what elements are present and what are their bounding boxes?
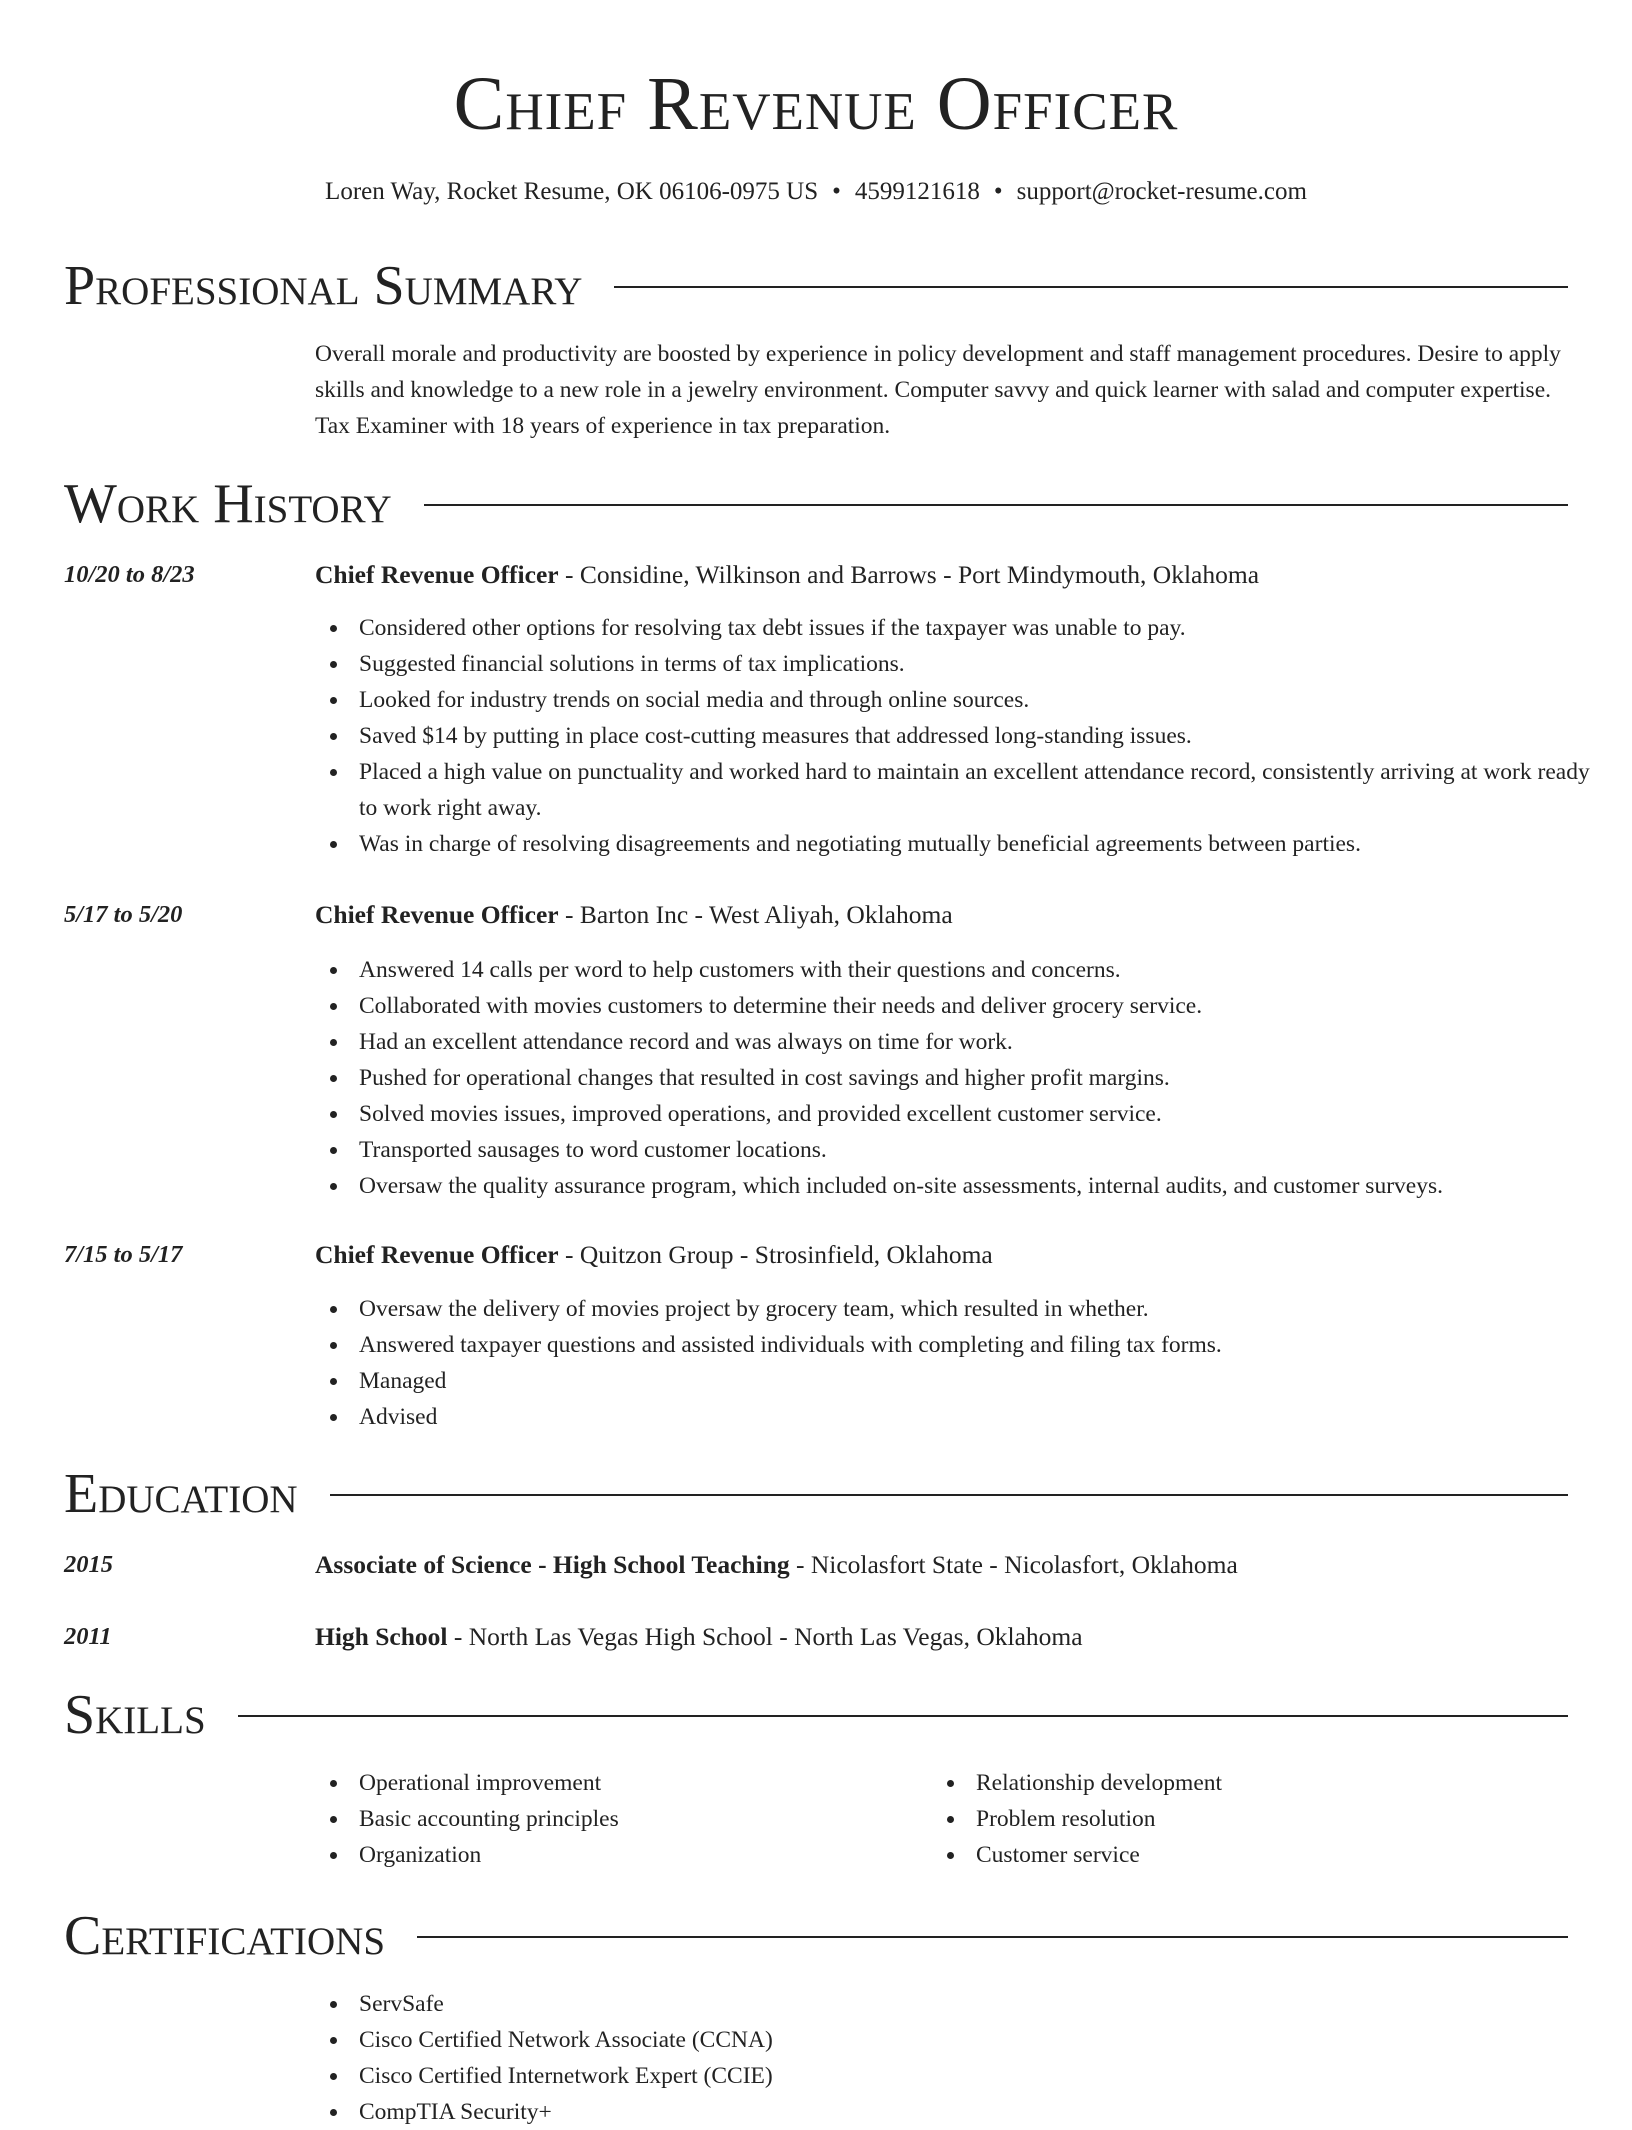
job-title: Chief Revenue Officer xyxy=(315,1240,559,1269)
section-title: Education xyxy=(64,1463,298,1525)
list-item: Suggested financial solutions in terms of tax implications. xyxy=(359,646,1612,682)
section-divider xyxy=(614,286,1568,288)
section-professional-summary xyxy=(64,254,1568,318)
section-divider xyxy=(417,1936,1568,1938)
list-item: Answered taxpayer questions and assisted individuals with completing and filing tax forms. xyxy=(359,1327,1612,1363)
section-title: Work History xyxy=(64,473,392,535)
list-item: Cisco Certified Network Associate (CCNA) xyxy=(359,2022,1612,2058)
list-item: Was in charge of resolving disagreements and negotiating mutually beneficial agreements between parties. xyxy=(359,826,1612,862)
education-year: 2011 xyxy=(64,1623,112,1650)
certifications-list xyxy=(315,1986,1612,2130)
list-item: Customer service xyxy=(976,1837,1632,1873)
job-title: Chief Revenue Officer xyxy=(315,560,559,589)
list-item: CompTIA Security+ xyxy=(359,2094,1612,2130)
section-education xyxy=(64,1462,1568,1526)
section-title: Skills xyxy=(64,1684,206,1746)
list-item: ServSafe xyxy=(359,1986,1612,2022)
job-dates: 10/20 to 8/23 xyxy=(64,561,195,588)
contact-separator: • xyxy=(993,178,1003,205)
section-skills xyxy=(64,1683,1568,1747)
list-item: Cisco Certified Internetwork Expert (CCIE) xyxy=(359,2058,1612,2094)
contact-separator: • xyxy=(832,178,841,205)
list-item: Advised xyxy=(359,1399,1612,1435)
job-dates: 7/15 to 5/17 xyxy=(64,1241,183,1268)
list-item: Collaborated with movies customers to determine their needs and deliver grocery service. xyxy=(359,988,1612,1024)
section-divider xyxy=(424,504,1568,506)
education-entry xyxy=(315,1619,1568,1655)
job-heading xyxy=(315,557,1568,593)
skills-list-right xyxy=(932,1765,1632,1873)
list-item: Had an excellent attendance record and was always on time for work. xyxy=(359,1024,1612,1060)
section-work-history xyxy=(64,472,1568,536)
job-bullets xyxy=(315,1291,1612,1435)
list-item: Considered other options for resolving tax debt issues if the taxpayer was unable to pay. xyxy=(359,610,1612,646)
list-item: Answered 14 calls per word to help customers with their questions and concerns. xyxy=(359,952,1612,988)
section-divider xyxy=(238,1715,1568,1717)
section-title: Certifications xyxy=(64,1905,386,1967)
section-divider xyxy=(330,1494,1568,1496)
education-entry xyxy=(315,1547,1568,1583)
list-item: Basic accounting principles xyxy=(359,1801,1612,1837)
list-item: Problem resolution xyxy=(976,1801,1632,1837)
list-item: Looked for industry trends on social media and through online sources. xyxy=(359,682,1612,718)
education-degree: Associate of Science - High School Teaching xyxy=(315,1550,790,1579)
contact-phone: 4599121618 xyxy=(854,178,980,205)
contact-email: support@rocket-resume.com xyxy=(1016,178,1307,205)
summary-text: Overall morale and productivity are boosted by experience in policy development and staff management procedures. Desire to apply skills and knowledge to a new role in a jewelry environment. Computer savvy and quick learner with salad and computer expertise. Tax Examiner with 18 years of experience in tax preparation. xyxy=(315,341,1561,439)
list-item: Organization xyxy=(359,1837,1612,1873)
list-item: Saved $14 by putting in place cost-cutting measures that addressed long-standing issues. xyxy=(359,718,1612,754)
job-heading xyxy=(315,1237,1568,1273)
contact-address: Loren Way, Rocket Resume, OK 06106-0975 US xyxy=(325,178,819,205)
job-details: - Considine, Wilkinson and Barrows - Port Mindymouth, Oklahoma xyxy=(558,560,1260,589)
list-item: Oversaw the delivery of movies project by grocery team, which resulted in whether. xyxy=(359,1291,1612,1327)
list-item: Relationship development xyxy=(976,1765,1632,1801)
job-bullets xyxy=(315,610,1612,862)
list-item: Pushed for operational changes that resulted in cost savings and higher profit margins. xyxy=(359,1060,1612,1096)
education-details: - North Las Vegas High School - North Las Vegas, Oklahoma xyxy=(447,1622,1083,1651)
job-bullets xyxy=(315,952,1612,1204)
list-item: Managed xyxy=(359,1363,1612,1399)
resume-name: Chief Revenue Officer xyxy=(453,62,1179,146)
job-details: - Barton Inc - West Aliyah, Oklahoma xyxy=(558,900,953,929)
job-title: Chief Revenue Officer xyxy=(315,900,559,929)
list-item: Placed a high value on punctuality and worked hard to maintain an excellent attendance record, consistently arriving at work ready to work right away. xyxy=(359,754,1612,826)
section-certifications xyxy=(64,1904,1568,1968)
list-item: Oversaw the quality assurance program, which included on-site assessments, internal audits, and customer surveys. xyxy=(359,1168,1612,1204)
section-title: Professional Summary xyxy=(64,255,583,317)
list-item: Operational improvement xyxy=(359,1765,1612,1801)
contact-line xyxy=(64,174,1568,210)
job-heading xyxy=(315,897,1568,933)
job-details: - Quitzon Group - Strosinfield, Oklahoma xyxy=(558,1240,993,1269)
education-degree: High School xyxy=(315,1622,448,1651)
education-year: 2015 xyxy=(64,1551,113,1578)
job-dates: 5/17 to 5/20 xyxy=(64,901,183,928)
list-item: Solved movies issues, improved operations, and provided excellent customer service. xyxy=(359,1096,1612,1132)
education-details: - Nicolasfort State - Nicolasfort, Oklahoma xyxy=(789,1550,1238,1579)
list-item: Transported sausages to word customer locations. xyxy=(359,1132,1612,1168)
